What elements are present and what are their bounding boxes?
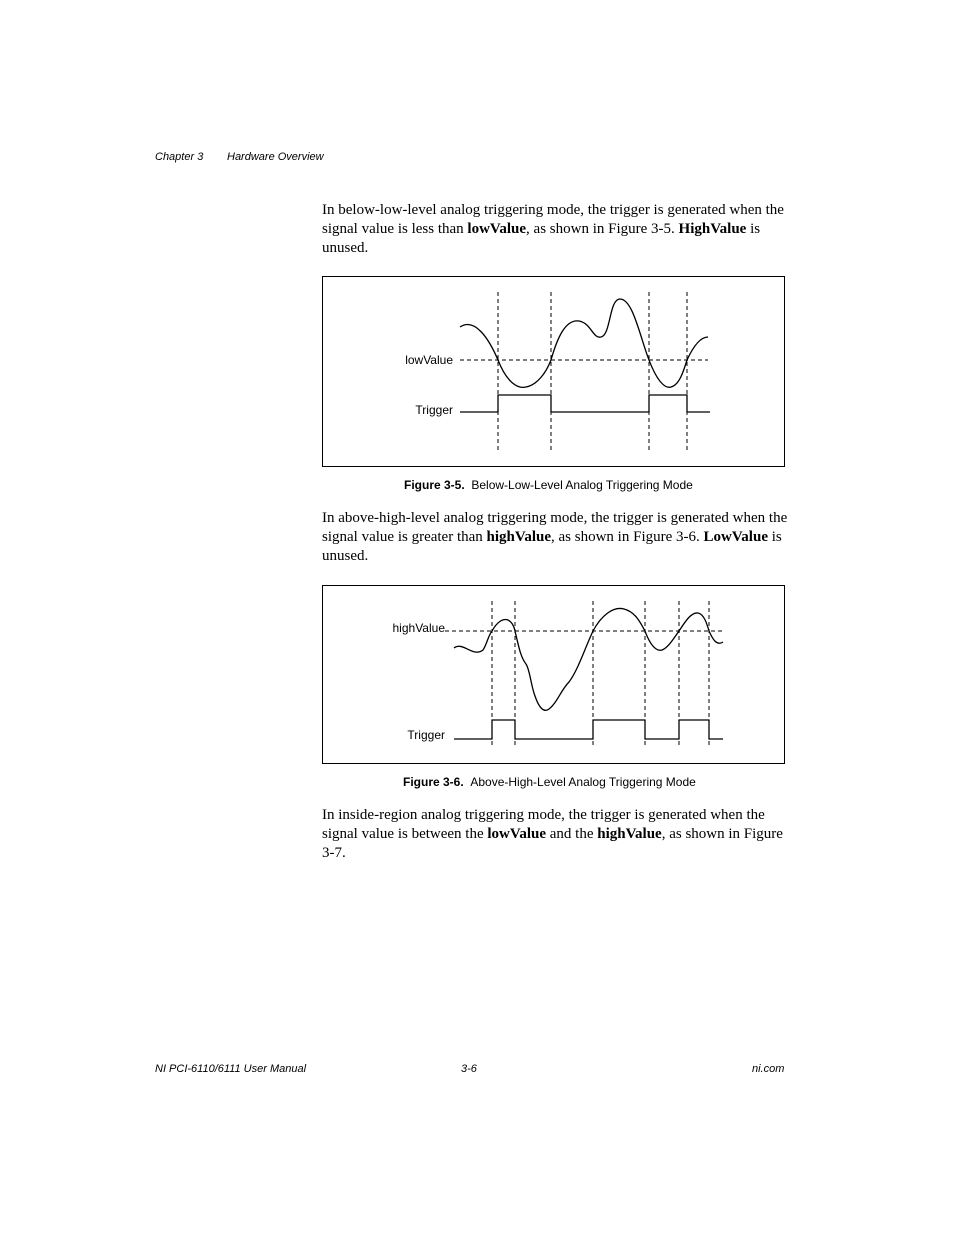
bold-term: HighValue xyxy=(678,221,747,237)
running-header-title: Hardware Overview xyxy=(227,151,324,163)
figure-3-6-diagram xyxy=(322,585,785,764)
trigger-signal-waveform xyxy=(454,720,723,739)
figure-title: Below-Low-Level Analog Triggering Mode xyxy=(471,478,693,492)
footer-website: ni.com xyxy=(752,1063,785,1075)
analog-signal-waveform xyxy=(454,608,723,710)
bold-term: lowValue xyxy=(467,221,527,237)
analog-signal-waveform xyxy=(460,299,708,387)
figure-number: Figure 3-6. xyxy=(403,775,464,789)
figure-3-5-svg xyxy=(323,277,786,468)
paragraph-inside-region xyxy=(322,806,788,863)
trigger-label: Trigger xyxy=(407,728,445,742)
figure-title: Above-High-Level Analog Triggering Mode xyxy=(470,775,696,789)
paragraph-text: , as shown in Figure 3-6. xyxy=(551,529,704,545)
paragraph-text: and the xyxy=(546,826,598,842)
bold-term: lowValue xyxy=(487,826,546,842)
figure-3-5-caption xyxy=(404,478,693,492)
paragraph-text: , as shown in Figure 3-7. xyxy=(322,826,783,861)
paragraph-text: In below-low-level analog triggering mode, the trigger is generated when the signal value is less than xyxy=(322,202,784,237)
bold-term: LowValue xyxy=(703,529,768,545)
running-header-chapter: Chapter 3 xyxy=(155,151,204,163)
paragraph-above-high-level xyxy=(322,509,788,566)
paragraph-text: In inside-region analog triggering mode, the trigger is generated when the signal value is between the xyxy=(322,807,765,842)
figure-number: Figure 3-5. xyxy=(404,478,465,492)
low-value-label: lowValue xyxy=(405,353,453,367)
trigger-signal-waveform xyxy=(460,395,710,412)
paragraph-text: is unused. xyxy=(322,221,761,256)
high-value-label: highValue xyxy=(392,621,445,635)
bold-term: highValue xyxy=(597,826,662,842)
figure-3-6-caption xyxy=(403,775,696,789)
paragraph-text: In above-high-level analog triggering mode, the trigger is generated when the signal value is greater than xyxy=(322,510,788,545)
paragraph-text: is unused. xyxy=(322,529,782,564)
paragraph-below-low-level xyxy=(322,201,788,258)
figure-3-6-svg xyxy=(323,586,786,765)
bold-term: highValue xyxy=(486,529,552,545)
footer-page-number: 3-6 xyxy=(461,1063,477,1075)
figure-3-5-diagram xyxy=(322,276,785,467)
footer-manual-title: NI PCI-6110/6111 User Manual xyxy=(155,1063,307,1075)
trigger-label: Trigger xyxy=(415,403,453,417)
paragraph-text: , as shown in Figure 3-5. xyxy=(526,221,679,237)
